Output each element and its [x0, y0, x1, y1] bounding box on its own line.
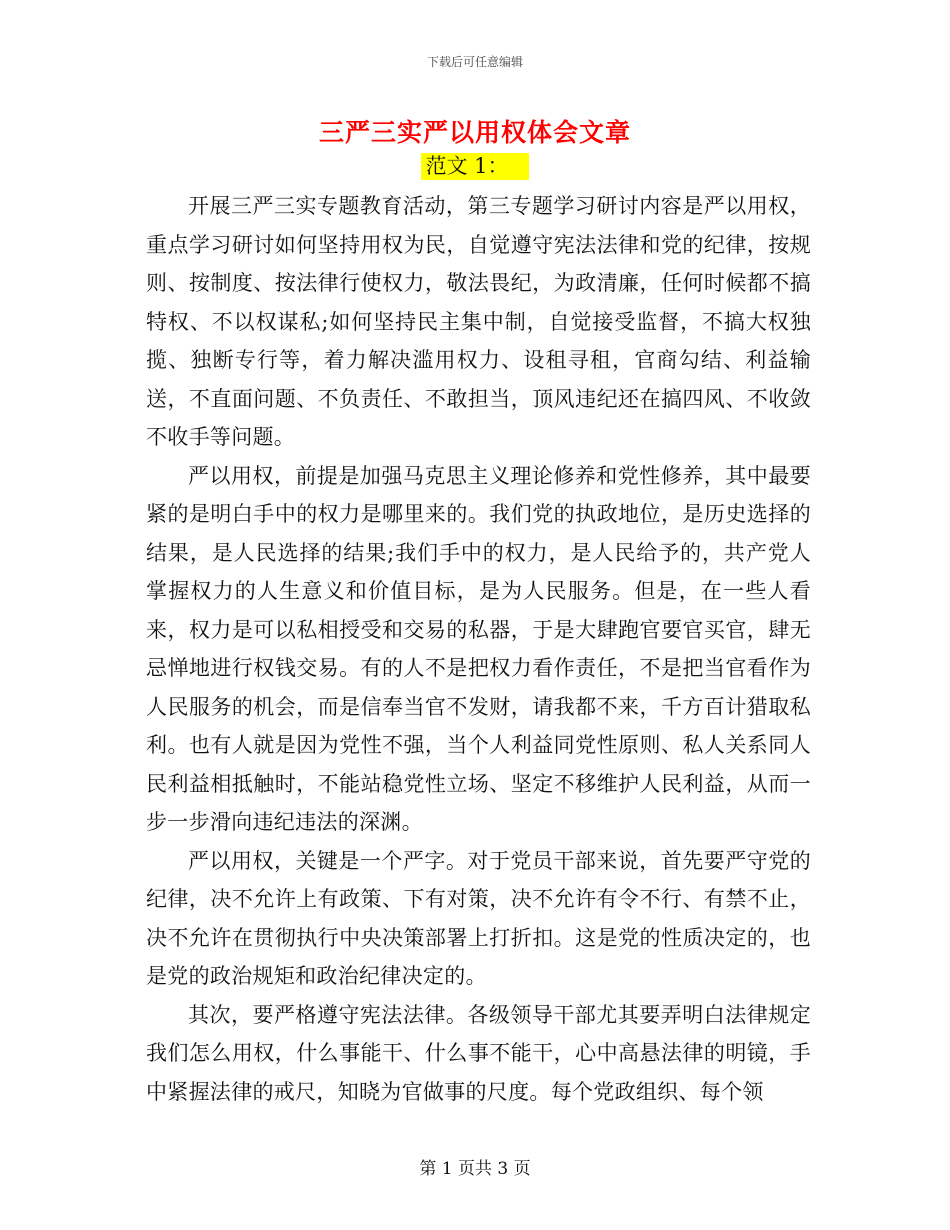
paragraph-1: 开展三严三实专题教育活动，第三专题学习研讨内容是严以用权，重点学习研讨如何坚持用权为民，自觉遵守宪法法律和党的纪律，按规则、按制度、按法律行使权力，敬法畏纪，为政清廉，任何时候都不搞特权、不以权谋私;如何坚持民主集中制，自觉接受监督，不搞大权独揽、独断专行等，着力解决滥用权力、设租寻租，官商勾结、利益输送，不直面问题、不负责任、不敢担当，顶风违纪还在搞四风、不收敛不收手等问题。	[146, 194, 811, 449]
page-header-note: 下载后可任意编辑	[426, 55, 523, 69]
document-body	[146, 187, 811, 1111]
paragraph-2: 严以用权，前提是加强马克思主义理论修养和党性修养，其中最要紧的是明白手中的权力是哪里来的。我们党的执政地位，是历史选择的结果，是人民选择的结果;我们手中的权力，是人民给予的，共产党人掌握权力的人生意义和价值目标，是为人民服务。但是，在一些人看来，权力是可以私相授受和交易的私器，于是大肆跑官要官买官，肆无忌惮地进行权钱交易。有的人不是把权力看作责任，不是把当官看作为人民服务的机会，而是信奉当官不发财，请我都不来，千方百计猎取私利。也有人就是因为党性不强，当个人利益同党性原则、私人关系同人民利益相抵触时，不能站稳党性立场、坚定不移维护人民利益，从而一步一步滑向违纪违法的深渊。	[146, 463, 811, 834]
sample-label-highlight: 范文 1：	[421, 153, 528, 180]
paragraph-3: 严以用权，关键是一个严字。对于党员干部来说，首先要严守党的纪律，决不允许上有政策、下有对策，决不允许有令不行、有禁不止，决不允许在贯彻执行中央决策部署上打折扣。这是党的性质决定的，也是党的政治规矩和政治纪律决定的。	[146, 848, 811, 988]
document-title: 三严三实严以用权体会文章	[318, 118, 631, 147]
subtitle-container	[0, 153, 950, 180]
page-number-footer: 第 1 页共 3 页	[419, 1159, 531, 1179]
paragraph-4: 其次，要严格遵守宪法法律。各级领导干部尤其要弄明白法律规定我们怎么用权，什么事能干、什么事不能干，心中高悬法律的明镜，手中紧握法律的戒尺，知晓为官做事的尺度。每个党政组织、每个领	[146, 1002, 811, 1104]
